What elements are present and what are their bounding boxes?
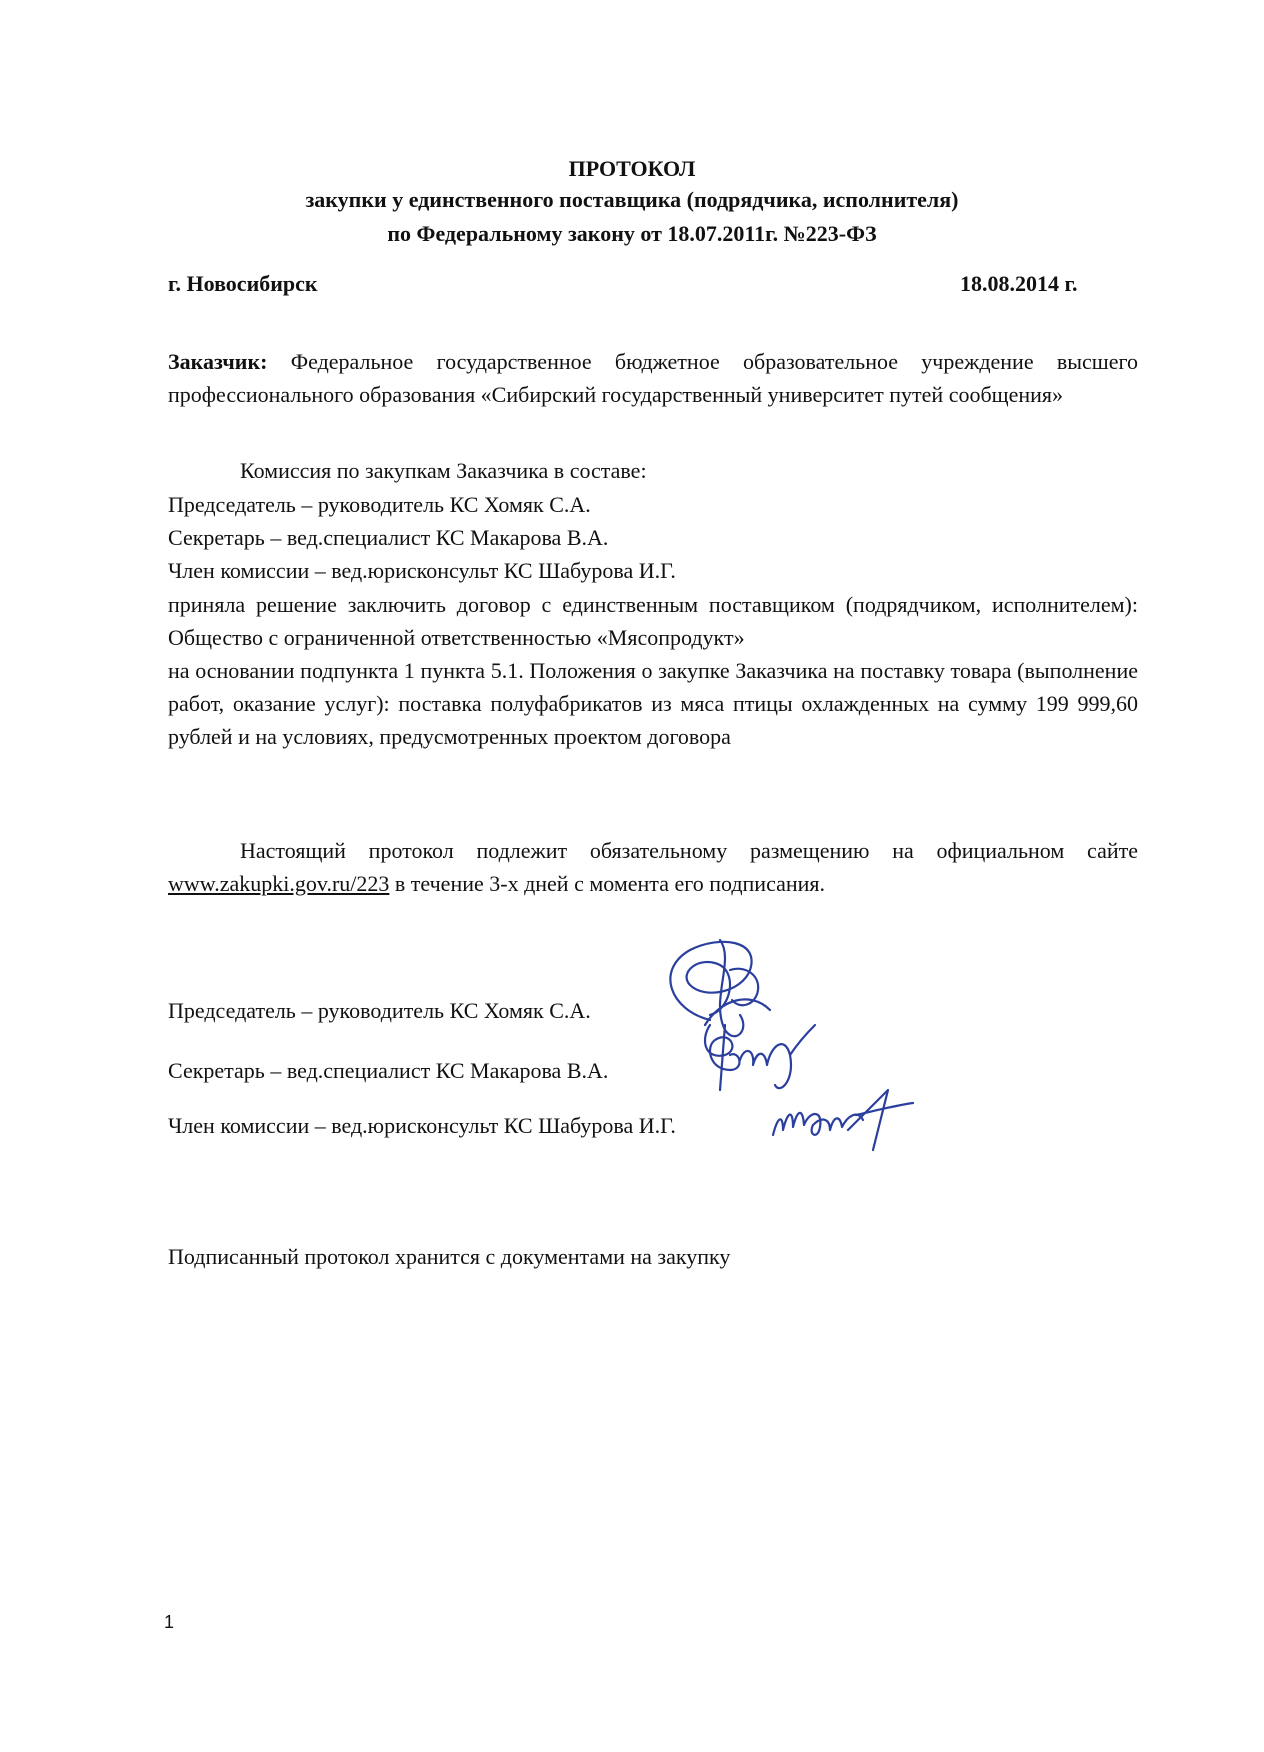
signature-line-chairman: Председатель – руководитель КС Хомяк С.А. <box>168 998 591 1023</box>
zakupki-link[interactable]: www.zakupki.gov.ru/223 <box>168 871 390 896</box>
document-subtitle-2: по Федеральному закону от 18.07.2011г. №223-ФЗ <box>387 221 877 246</box>
page-number: 1 <box>164 1612 175 1632</box>
document-subtitle-1: закупки у единственного поставщика (подрядчика, исполнителя) <box>305 187 959 212</box>
commission-member: Член комиссии – вед.юрисконсульт КС Шабурова И.Г. <box>168 558 676 583</box>
signature-member-icon <box>768 1085 918 1155</box>
basis-paragraph: на основании подпункта 1 пункта 5.1. Положения о закупке Заказчика на поставку товара (выполнение работ, оказание услуг): поставка полуфабрикатов из мяса птицы охлажденных на сумму 199 999,60 рублей и на условиях, предусмотренных проектом договора <box>168 658 1138 749</box>
publication-text-before: Настоящий протокол подлежит обязательному размещению на официальном сайте <box>240 838 1138 863</box>
storage-note: Подписанный протокол хранится с документами на закупку <box>168 1244 731 1269</box>
customer-text: Федеральное государственное бюджетное образовательное учреждение высшего профессионального образования «Сибирский государственный университет путей сообщения» <box>168 349 1138 407</box>
commission-member: Председатель – руководитель КС Хомяк С.А. <box>168 492 591 517</box>
customer-paragraph <box>168 345 1138 411</box>
document-title: ПРОТОКОЛ <box>568 156 696 181</box>
decision-paragraph: приняла решение заключить договор с единственным поставщиком (подрядчиком, исполнителем): Общество с ограниченной ответственностью «Мясопродукт» <box>168 592 1138 650</box>
signature-line-secretary: Секретарь – вед.специалист КС Макарова В.А. <box>168 1058 609 1083</box>
signature-line-member: Член комиссии – вед.юрисконсульт КС Шабурова И.Г. <box>168 1113 676 1138</box>
commission-member: Секретарь – вед.специалист КС Макарова В.А. <box>168 525 609 550</box>
customer-label: Заказчик: <box>168 349 268 374</box>
city: г. Новосибирск <box>168 271 318 296</box>
publication-text-after: в течение 3-х дней с момента его подписания. <box>389 871 826 896</box>
document-date: 18.08.2014 г. <box>960 271 1078 296</box>
publication-paragraph <box>168 834 1138 900</box>
commission-intro: Комиссия по закупкам Заказчика в составе: <box>240 458 647 483</box>
